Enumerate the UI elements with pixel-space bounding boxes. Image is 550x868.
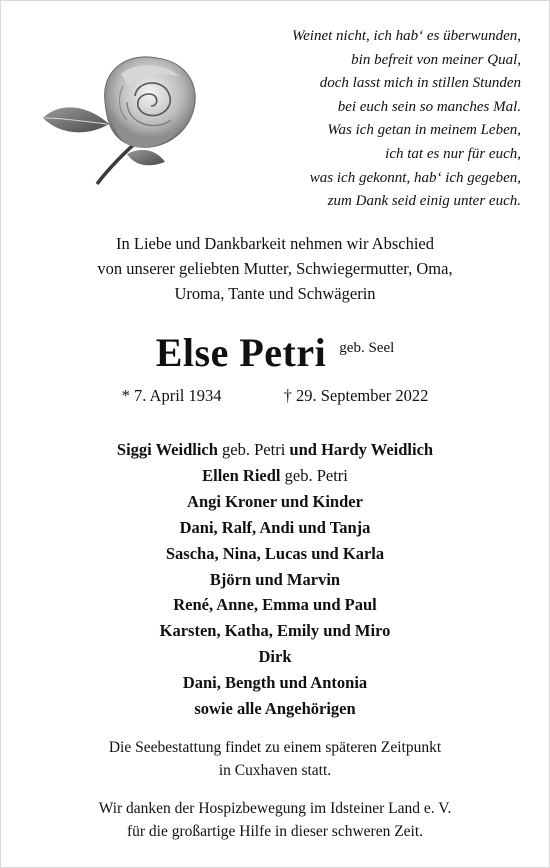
mourner-name: Siggi Weidlich [116, 440, 218, 459]
burial-notice [1, 736, 549, 782]
mourner-line: Karsten, Katha, Emily und Miro [159, 621, 391, 641]
mourner-name: und Hardy Weidlich [289, 440, 434, 459]
mourner-line [1, 437, 549, 463]
death-date: † 29. September 2022 [283, 386, 429, 405]
poem-line: was ich gekonnt, hab‘ ich gegeben, [309, 169, 521, 186]
mourner-line: Angi Kroner und Kinder [187, 491, 363, 511]
mourner-maiden: geb. Petri [284, 465, 348, 485]
notice-line: in Cuxhaven statt. [218, 762, 332, 779]
thanks-line: für die großartige Hilfe in dieser schweren Zeit. [126, 823, 424, 840]
poem-line: Weinet nicht, ich hab‘ es überwunden, [292, 28, 521, 44]
mourner-line: sowie alle Angehörigen [194, 699, 356, 719]
mourner-line: Sascha, Nina, Lucas und Karla [165, 543, 385, 563]
maiden-name: geb. Seel [339, 340, 395, 356]
poem-line: bin befreit von meiner Qual, [351, 51, 521, 68]
mourner-line: Björn und Marvin [209, 569, 341, 589]
mourner-line [1, 463, 549, 489]
poem-line: bei euch sein so manches Mal. [337, 98, 521, 115]
mourner-name: Ellen Riedl [202, 465, 281, 485]
birth-date: * 7. April 1934 [121, 386, 222, 405]
rose-icon [31, 46, 231, 186]
intro-text [1, 231, 549, 306]
poem-line: doch lasst mich in stillen Stunden [319, 75, 521, 92]
intro-line: Uroma, Tante und Schwägerin [174, 284, 376, 303]
deceased-name: Else Petri [155, 330, 327, 375]
mourner-line: Dani, Ralf, Andi und Tanja [179, 517, 371, 537]
mourner-line: Dani, Bength und Antonia [182, 673, 368, 693]
poem-line: Was ich getan in meinem Leben, [327, 122, 521, 139]
thanks-line: Wir danken der Hospizbewegung im Idsteiner Land e. V. [98, 800, 452, 817]
poem-line: zum Dank seid einig unter euch. [327, 193, 521, 210]
mourner-line: Dirk [258, 647, 292, 667]
notice-line: Die Seebestattung findet zu einem späteren Zeitpunkt [108, 739, 442, 756]
poem [221, 25, 521, 214]
deceased-name-row [1, 329, 549, 376]
thanks-note [1, 797, 549, 843]
life-dates [1, 386, 549, 406]
intro-line: von unserer geliebten Mutter, Schwiegermutter, Oma, [97, 259, 453, 278]
intro-line: In Liebe und Dankbarkeit nehmen wir Abschied [116, 234, 434, 253]
mourner-line: René, Anne, Emma und Paul [173, 595, 377, 615]
mourner-maiden: geb. Petri [222, 440, 286, 459]
mourners-list [1, 437, 549, 722]
poem-line: ich tat es nur für euch, [385, 145, 521, 162]
